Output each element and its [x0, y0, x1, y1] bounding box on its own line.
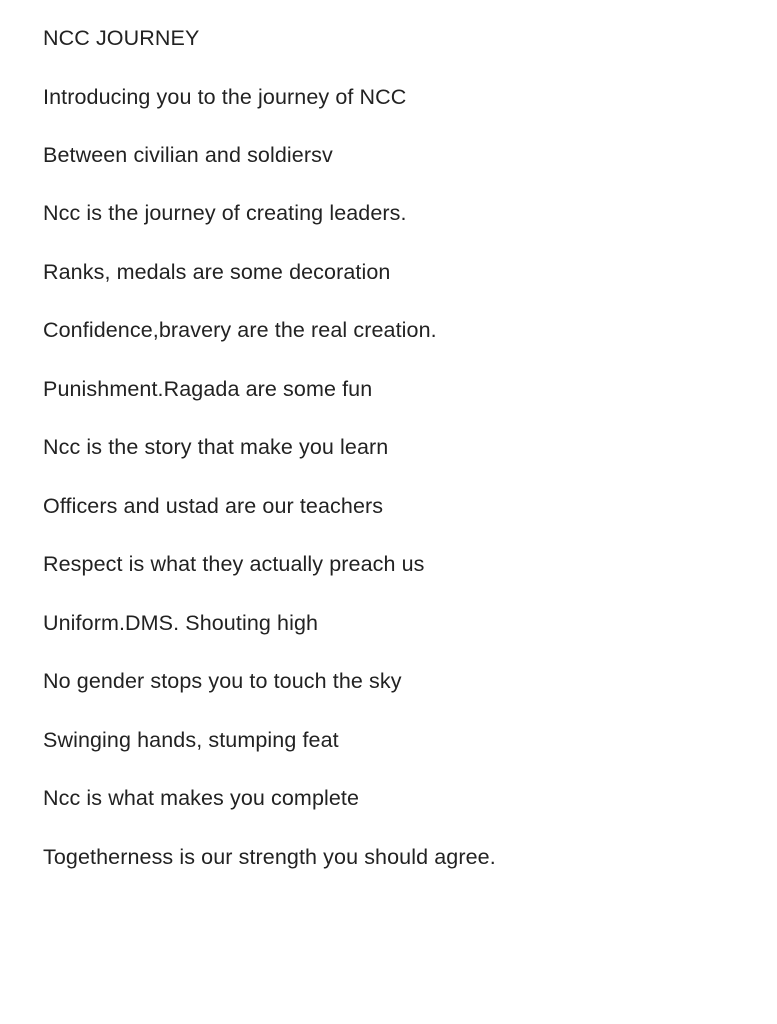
- poem-line-2: Between civilian and soldiersv: [43, 143, 333, 167]
- poem-line-4: Ranks, medals are some decoration: [43, 260, 391, 284]
- poem-line-6: Punishment.Ragada are some fun: [43, 377, 373, 401]
- poem-line-8: Officers and ustad are our teachers: [43, 494, 384, 518]
- poem-line-1: Introducing you to the journey of NCC: [43, 85, 407, 109]
- poem-line-9: Respect is what they actually preach us: [43, 552, 425, 576]
- poem-line-3: Ncc is the journey of creating leaders.: [43, 201, 407, 225]
- poem-line-12: Swinging hands, stumping feat: [43, 728, 339, 752]
- poem-line-14: Togetherness is our strength you should agree.: [43, 845, 496, 869]
- poem-line-13: Ncc is what makes you complete: [43, 786, 360, 810]
- poem-line-10: Uniform.DMS. Shouting high: [43, 611, 319, 635]
- document-title: NCC JOURNEY: [43, 26, 200, 50]
- poem-line-7: Ncc is the story that make you learn: [43, 435, 389, 459]
- poem-line-5: Confidence,bravery are the real creation.: [43, 318, 437, 342]
- poem-line-11: No gender stops you to touch the sky: [43, 669, 402, 693]
